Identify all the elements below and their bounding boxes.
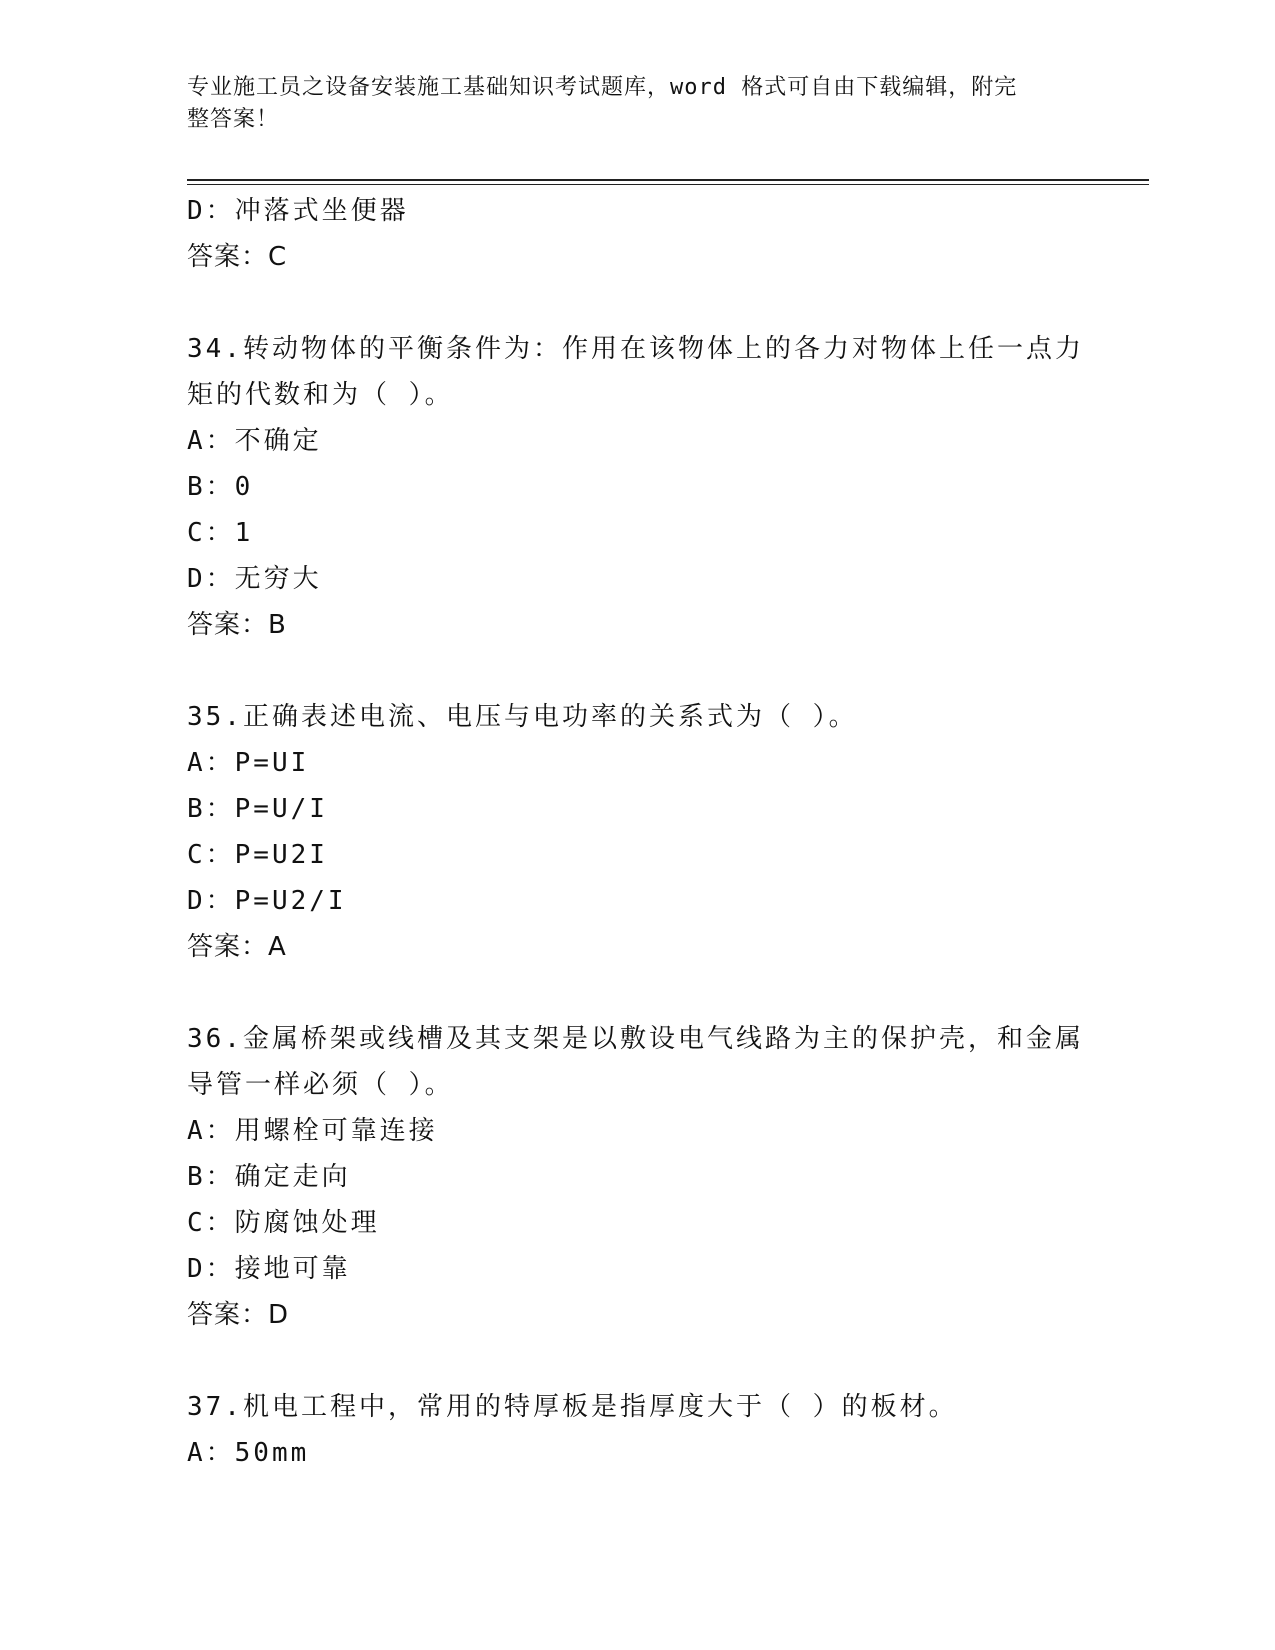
option-a: A：不确定 (187, 426, 322, 456)
question-37 (187, 1384, 1087, 1476)
spacer (187, 648, 1087, 694)
question-text-line-1: 37.机电工程中，常用的特厚板是指厚度大于（ ）的板材。 (187, 1392, 958, 1422)
header-line-1: 专业施工员之设备安装施工基础知识考试题库，word 格式可自由下载编辑，附完 (187, 75, 1018, 100)
header-divider-thin (187, 184, 1149, 185)
answer-label: 答案：A (187, 932, 287, 962)
header-divider-thick (187, 179, 1149, 181)
option-d: D：冲落式坐便器 (187, 196, 409, 226)
question-33-tail (187, 188, 1087, 280)
spacer (187, 280, 1087, 326)
option-b: B：0 (187, 472, 254, 502)
question-text-line-1: 36.金属桥架或线槽及其支架是以敷设电气线路为主的保护壳，和金属 (187, 1024, 1084, 1054)
answer-label: 答案：B (187, 610, 287, 640)
question-text-line-1: 34.转动物体的平衡条件为：作用在该物体上的各力对物体上任一点力 (187, 334, 1084, 364)
option-d: D：无穷大 (187, 564, 322, 594)
option-c: C：1 (187, 518, 254, 548)
question-text-line-1: 35.正确表述电流、电压与电功率的关系式为（ ）。 (187, 702, 858, 732)
header-line-2: 整答案！ (187, 107, 280, 132)
question-text-line-2: 矩的代数和为（ ）。 (187, 380, 454, 410)
question-35 (187, 694, 1087, 970)
question-text-line-2: 导管一样必须（ ）。 (187, 1070, 454, 1100)
option-c: C：P=U2I (187, 840, 328, 870)
option-a: A：用螺栓可靠连接 (187, 1116, 438, 1146)
option-a: A：P=UI (187, 748, 310, 778)
question-list (187, 188, 1087, 1476)
document-header (187, 72, 1067, 136)
spacer (187, 970, 1087, 1016)
question-36 (187, 1016, 1087, 1338)
answer-label: 答案：C (187, 242, 288, 272)
option-a: A：50mm (187, 1438, 310, 1468)
option-d: D：P=U2/I (187, 886, 347, 916)
spacer (187, 1338, 1087, 1384)
question-34 (187, 326, 1087, 648)
answer-label: 答案：D (187, 1300, 290, 1330)
option-d: D：接地可靠 (187, 1254, 351, 1284)
option-c: C：防腐蚀处理 (187, 1208, 380, 1238)
option-b: B：确定走向 (187, 1162, 351, 1192)
option-b: B：P=U/I (187, 794, 328, 824)
